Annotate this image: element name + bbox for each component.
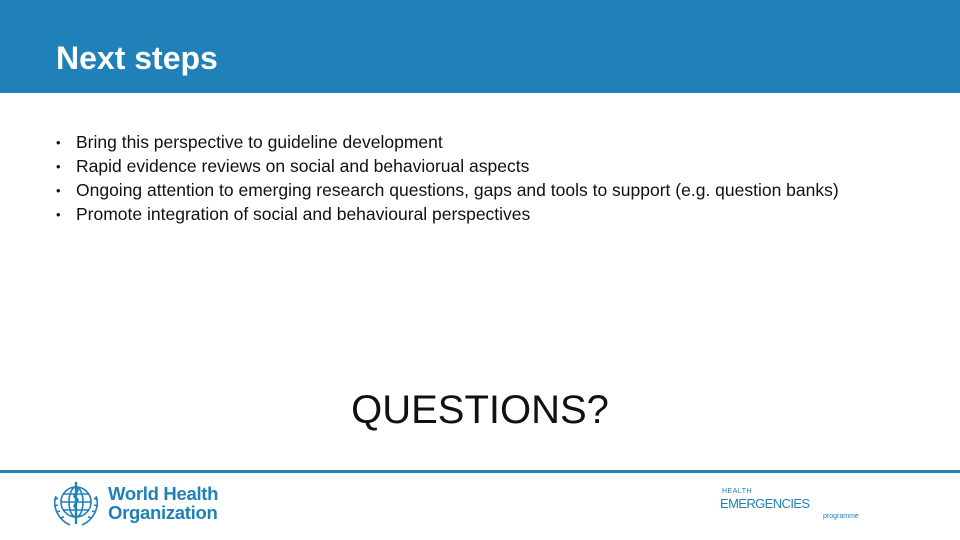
bullet-text: Bring this perspective to guideline development bbox=[76, 132, 443, 152]
bullet-item bbox=[54, 131, 884, 154]
bullet-text: Promote integration of social and behavioural perspectives bbox=[76, 204, 531, 224]
bullet-dot-icon: • bbox=[56, 135, 61, 150]
footer-divider bbox=[0, 470, 960, 473]
emergencies-main-label: EMERGENCIES bbox=[720, 496, 810, 511]
title-bar bbox=[0, 0, 960, 93]
who-wordmark-line1: World Health bbox=[108, 483, 219, 504]
bullet-text: Ongoing attention to emerging research questions, gaps and tools to support (e.g. question banks) bbox=[76, 180, 839, 200]
bullet-dot-icon: • bbox=[56, 183, 61, 198]
bullet-item bbox=[54, 155, 884, 178]
who-emblem-icon bbox=[48, 478, 104, 530]
health-emergencies-logo bbox=[720, 488, 870, 528]
questions-heading: QUESTIONS? bbox=[351, 388, 609, 432]
emergencies-bottom-label: programme bbox=[823, 513, 859, 520]
who-wordmark-line2: Organization bbox=[108, 502, 218, 523]
slide-title: Next steps bbox=[56, 40, 218, 76]
bullet-dot-icon: • bbox=[56, 159, 61, 174]
bullet-item bbox=[54, 179, 884, 202]
bullet-dot-icon: • bbox=[56, 207, 61, 222]
who-wordmark bbox=[108, 484, 218, 522]
bullet-text: Rapid evidence reviews on social and behaviorual aspects bbox=[76, 156, 530, 176]
bullet-item bbox=[54, 203, 884, 226]
bullet-list bbox=[54, 131, 884, 227]
emergencies-top-label: HEALTH bbox=[722, 488, 753, 495]
